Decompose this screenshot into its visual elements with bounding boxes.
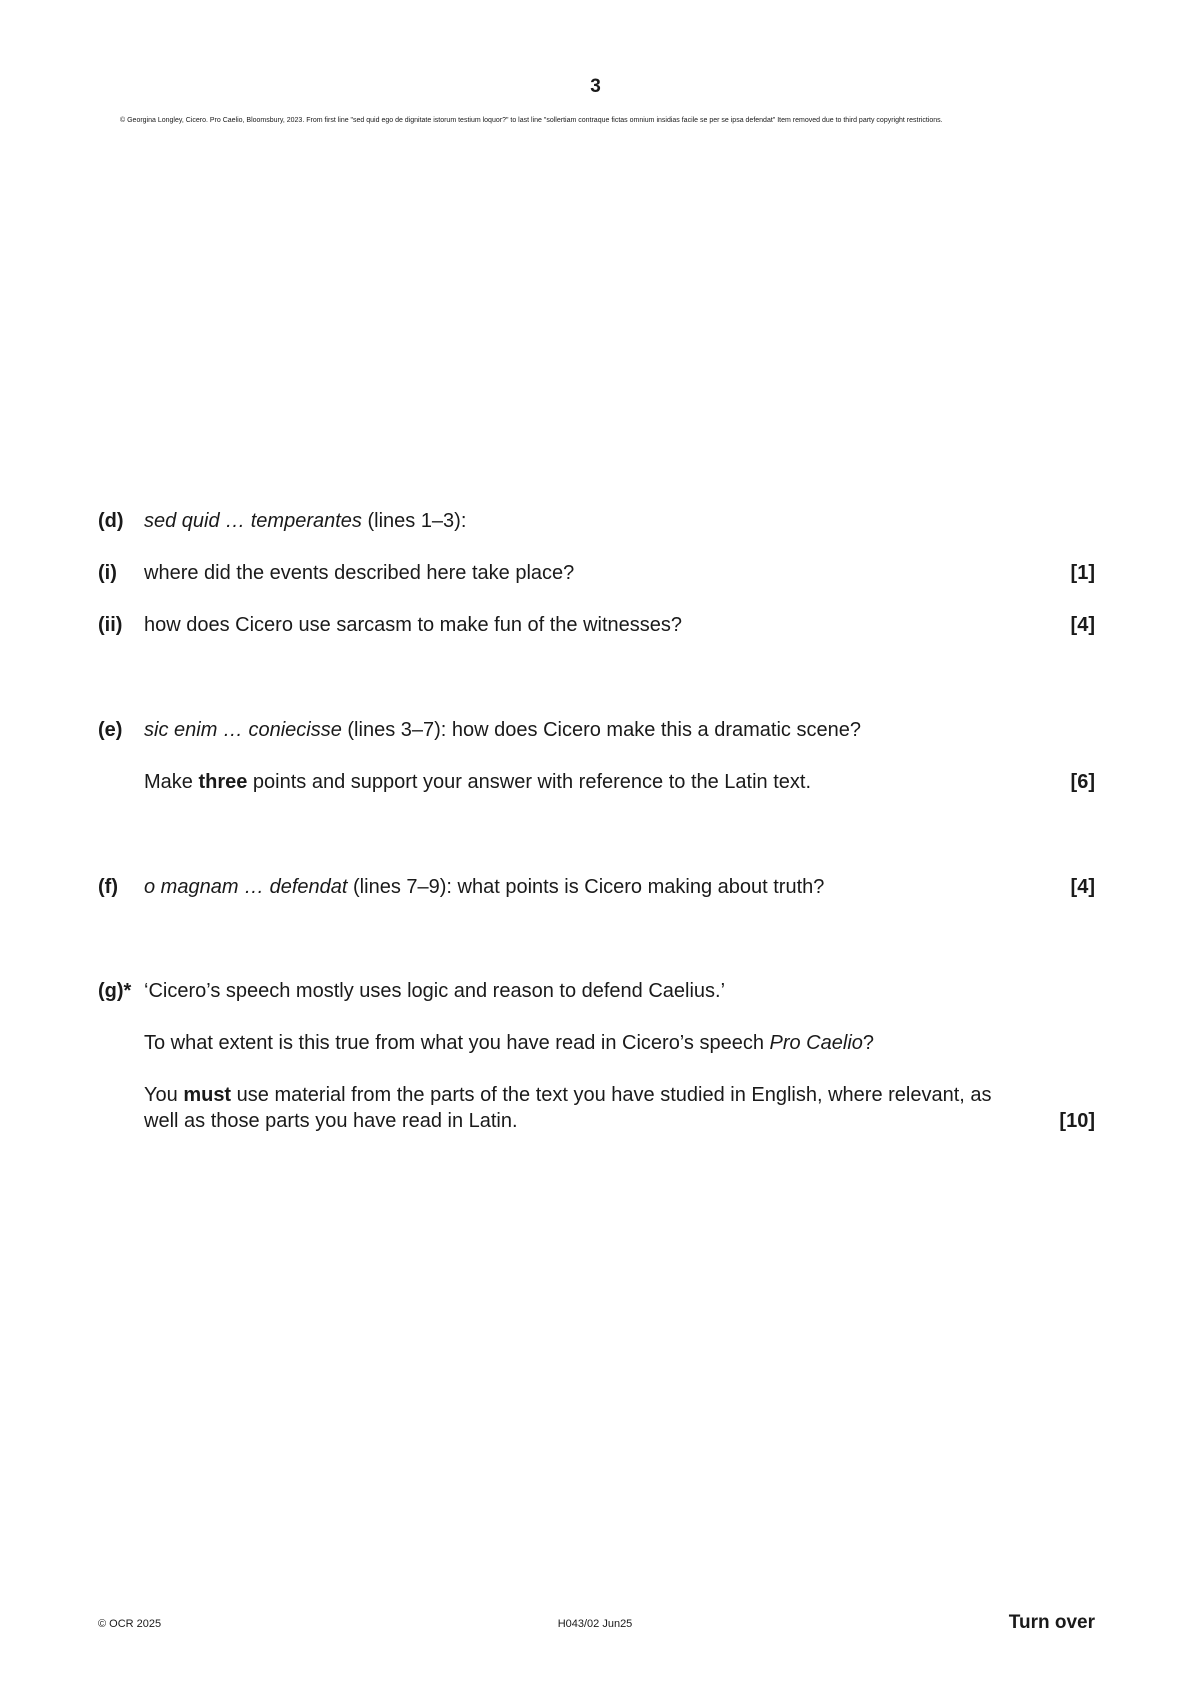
- question-text-rest: (lines 7–9): what points is Cicero making about truth?: [347, 876, 825, 898]
- work-title: Pro Caelio: [769, 1032, 863, 1054]
- marks: [6]: [1070, 771, 1095, 793]
- instruction-pre: Make: [144, 771, 199, 793]
- footer-paper-code: H043/02 Jun25: [557, 1618, 633, 1630]
- question-text: [144, 717, 1034, 743]
- question-quote: ‘Cicero’s speech mostly uses logic and reason to defend Caelius.’: [144, 980, 726, 1002]
- instruction-post: points and support your answer with reference to the Latin text.: [247, 771, 812, 793]
- question-label: (f): [98, 876, 118, 898]
- question-label: (d): [98, 510, 124, 532]
- footer-copyright: © OCR 2025: [98, 1618, 162, 1630]
- question-text-rest: (lines 1–3):: [361, 510, 467, 532]
- marks: [10]: [1059, 1110, 1095, 1132]
- question-text: where did the events described here take place?: [144, 562, 575, 584]
- question-label: (i): [98, 562, 117, 584]
- question-g-requirement-cont: [144, 1108, 1095, 1134]
- emphasis: must: [183, 1084, 232, 1106]
- question-text: [144, 874, 1034, 900]
- copyright-notice: © Georgina Longley, Cicero. Pro Caelio, Bloomsbury, 2023. From first line "sed quid ego de dignitate istorum testium loquor?" to last line "sollertiam contraque fictas omnium insidias facile se per se ipsa defendat" Item removed due to third party copyright restrictions.: [120, 117, 943, 124]
- requirement-line-2: well as those parts you have read in Latin.: [144, 1110, 518, 1132]
- task-post: ?: [862, 1032, 875, 1054]
- question-text: [144, 508, 1034, 534]
- latin-reference: sed quid … temperantes: [144, 510, 362, 532]
- marks: [4]: [1070, 876, 1095, 898]
- task-pre: To what extent is this true from what you have read in Cicero’s speech: [144, 1032, 770, 1054]
- latin-reference: sic enim … coniecisse: [144, 719, 342, 741]
- page-number: 3: [590, 76, 601, 97]
- requirement-line-1: use material from the parts of the text you have studied in English, where relevant, as: [231, 1084, 992, 1106]
- question-g-requirement: [144, 1082, 1095, 1108]
- marks: [1]: [1070, 562, 1095, 584]
- question-label: (ii): [98, 614, 123, 636]
- marks: [4]: [1070, 614, 1095, 636]
- question-text: how does Cicero use sarcasm to make fun of the witnesses?: [144, 614, 683, 636]
- turn-over-label: Turn over: [1008, 1612, 1095, 1633]
- question-text-rest: (lines 3–7): how does Cicero make this a dramatic scene?: [341, 719, 861, 741]
- question-label: (g)*: [98, 980, 132, 1002]
- question-g-task: [144, 1030, 1095, 1056]
- requirement-pre: You: [144, 1084, 184, 1106]
- question-label: (e): [98, 719, 123, 741]
- latin-reference: o magnam … defendat: [144, 876, 348, 898]
- emphasis: three: [198, 771, 248, 793]
- instruction-text: [144, 769, 1034, 795]
